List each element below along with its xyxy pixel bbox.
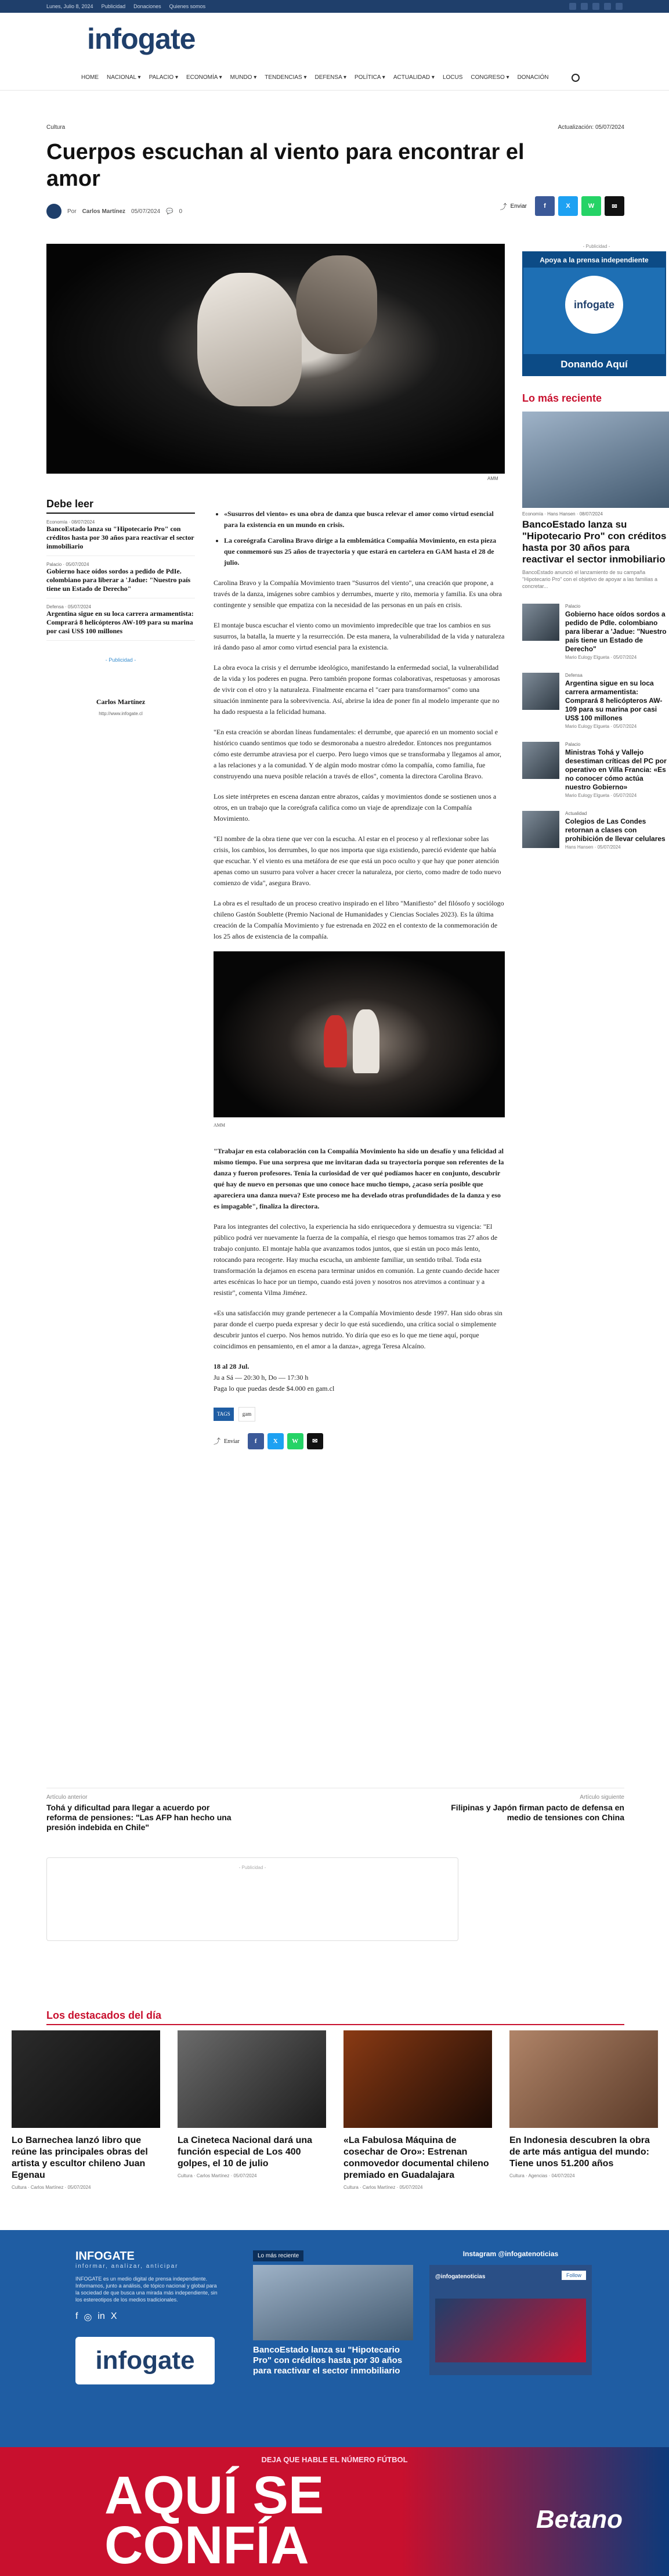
instagram-widget[interactable] xyxy=(429,2265,592,2375)
share-icon: ⤴ xyxy=(214,1437,221,1445)
schedule-times: Ju a Sá — 20:30 h, Do — 17:30 h xyxy=(214,1373,309,1381)
list-item[interactable] xyxy=(522,811,669,850)
logo-text: infogate xyxy=(87,23,196,55)
summary-item: • La coreógrafa Carolina Bravo dirige a la emblemática Compañía Movimiento, en esta pieza que conmemoró sus 25 años de trayectoria y que estará en cartelera en GAM hasta el 28 de julio. xyxy=(224,535,505,568)
item-title[interactable]: Gobierno hace oídos sordos a pedido de PdIe. colombiano para liberar a 'Jadue: "Nuestro país tiene un Estado de Derecho" xyxy=(46,567,191,593)
comment-box-label: - Publicidad - xyxy=(238,1865,266,1870)
lead-image[interactable] xyxy=(522,412,669,508)
whatsapp-share-button[interactable]: W xyxy=(287,1433,303,1449)
x-share-button[interactable]: X xyxy=(558,196,578,216)
nav-locus[interactable]: LOCUS xyxy=(442,74,463,81)
thumb-image[interactable] xyxy=(522,604,559,641)
paragraph: El montaje busca escuchar el viento como un movimiento impredecible que trae los cambios en sus susurros, la batalla, la muerte y la resurrección. De esta manera, la vulnerabilidad de la vida y naturaleza irá dando paso al amor como virtud esencial para la existencia. xyxy=(214,621,505,651)
item-meta: Mario Eulogy Elgueta · 05/07/2024 xyxy=(565,655,637,660)
x-share-button[interactable]: X xyxy=(267,1433,284,1449)
most-recent-title: Lo más reciente xyxy=(522,392,602,404)
author-avatar[interactable] xyxy=(46,204,62,219)
x-icon[interactable] xyxy=(604,3,611,10)
betano-ad-banner[interactable] xyxy=(0,2447,669,2576)
prev-post[interactable] xyxy=(46,1794,232,1832)
featured-card[interactable] xyxy=(343,2030,492,2190)
item-category: Defensa xyxy=(565,673,583,678)
nav-home[interactable]: HOME xyxy=(81,74,99,81)
nav-tendencias[interactable]: TENDENCIAS ▾ xyxy=(265,74,307,81)
share-bar-bottom xyxy=(214,1433,505,1449)
hero-credit: AMM xyxy=(487,476,498,481)
item-meta: Defensa · 05/07/2024 xyxy=(46,604,91,609)
paragraph: «Es una satisfacción muy grande pertenecer a la Compañía Movimiento desde 1997. Han sido obras sin parar donde el cuerpo pueda expresar y decir lo que está sucediendo, una crítica social o simplemente descubrir juntos el cuerpo. Nos hemos nutrido. Yo diría que eso es lo que me tiene aquí, porque coincidimos en pensamiento, en el amor a la danza», agrega Teresa Alcaíno. xyxy=(214,1309,502,1350)
card-meta: Cultura · Carlos Martínez · 05/07/2024 xyxy=(12,2185,91,2190)
facebook-share-button[interactable]: f xyxy=(535,196,555,216)
ig-handle[interactable]: @infogatenoticias xyxy=(435,2274,486,2280)
item-title[interactable]: Gobierno hace oídos sordos a pedido de PdIe. colombiano para liberar a 'Jadue: "Nuestro país tiene un Estado de Derecho" xyxy=(565,610,667,653)
comment-count: 0 xyxy=(179,208,183,215)
recent-list xyxy=(522,604,669,850)
lead-meta: Economía · Hans Hansen · 08/07/2024 xyxy=(522,511,603,517)
lead-title[interactable]: BancoEstado lanza su "Hipotecario Pro" con créditos hasta por 30 años para reactivar el sector inmobiliario xyxy=(522,519,667,565)
ig-follow-button[interactable]: Follow xyxy=(562,2271,586,2280)
item-meta: Economía · 08/07/2024 xyxy=(46,519,95,525)
prev-label: Artículo anterior xyxy=(46,1794,88,1801)
item-meta: Hans Hansen · 05/07/2024 xyxy=(565,845,621,850)
updated-date: Actualización: 05/07/2024 xyxy=(558,124,624,131)
article-photo xyxy=(214,951,505,1117)
item-meta: Mario Eulogy Elgueta · 05/07/2024 xyxy=(565,793,637,798)
schedule-dates: 18 al 28 Jul. xyxy=(214,1362,249,1370)
list-item[interactable] xyxy=(522,604,669,660)
tags-row xyxy=(214,1407,505,1422)
ig-post-image[interactable] xyxy=(435,2299,586,2362)
nav-defensa[interactable]: DEFENSA ▾ xyxy=(314,74,346,81)
tags-label: TAGS xyxy=(214,1408,234,1421)
item-title[interactable]: Argentina sigue en su loca carrera armamentista: Comprará 8 helicópteros AW-109 para su marina por casi US$ 100 millones xyxy=(565,679,663,722)
top-bar xyxy=(0,0,669,13)
main-nav xyxy=(0,65,669,91)
card-title[interactable]: En Indonesia descubren la obra de arte más antigua del mundo: Tiene unos 51.200 años xyxy=(509,2135,650,2169)
banner-brand: Betano xyxy=(536,2505,623,2534)
topbar-date: Lunes, Julio 8, 2024 xyxy=(46,3,93,9)
youtube-icon[interactable] xyxy=(616,3,623,10)
paragraph: Carolina Bravo y la Compañía Movimiento traen "Susurros del viento", una creación que propone, a través de la danza, imágenes sobre cambios y derrumbes, muerte y rito, memoria y familia. Es una obra contingente y sensible que empatiza con la necesidad de las personas en un país en crisis. xyxy=(214,579,502,609)
list-item[interactable] xyxy=(522,742,669,798)
card-meta: Cultura · Agencias · 04/07/2024 xyxy=(509,2173,575,2178)
card-image[interactable] xyxy=(509,2030,658,2128)
footer-description: INFOGATE es un medio digital de prensa independiente. Informamos, junto a análisis, de tópico nacional y global para la sociedad de que busca una mirada más independiente, sin los estereotipos de los medios tradicionales. xyxy=(75,2276,218,2303)
paragraph: La obra es el resultado de un proceso creativo inspirado en el libro "Manifiesto" del filósofo y sociólogo chileno Gastón Soublette (Premio Nacional de Humanidades y Ciencias Sociales 2023). Es la última creación de la Compañía Movimiento y fue estrenada en 2022 en el contexto de la conmemoración de los 25 años de existencia de la compañía. xyxy=(214,899,504,940)
nav-mundo[interactable]: MUNDO ▾ xyxy=(230,74,257,81)
footer-title: INFOGATE xyxy=(75,2250,135,2263)
next-title[interactable]: Filipinas y Japón firman pacto de defensa en medio de tensiones con China xyxy=(451,1803,624,1822)
whatsapp-share-button[interactable]: W xyxy=(581,196,601,216)
share-bar-top xyxy=(500,196,624,216)
author-name[interactable]: Carlos Martínez xyxy=(82,208,126,215)
paragraph: Los siete intérpretes en escena danzan entre abrazos, caídas y movimientos donde se sostienen unos a otros, en un trabajo que la coreógrafa califica como un viaje de aprendizaje con la Compañía Movimiento. xyxy=(214,792,497,822)
item-title[interactable]: Colegios de Las Condes retornan a clases con prohibición de llevar celulares xyxy=(565,817,666,843)
paragraph: "En esta creación se abordan líneas fundamentales: el derrumbe, que apareció en un momento social e histórico cuando sentimos que todo se desmoronaba a nuestro alrededor. Entonces nos preguntamos cómo este derrumbe atraviesa por el cuerpo. Pero luego vimos que se transformaba y llegamos al amor, a las relaciones y a la comunidad. Y de algún modo mostrar cómo la compañía, como familia, fue construyendo una nueva posible relación a través de ellos", comenta la directora Carolina Bravo. xyxy=(214,728,502,780)
item-meta: Palacio · 05/07/2024 xyxy=(46,562,89,567)
paragraph: Para los integrantes del colectivo, la experiencia ha sido enriquecedora y demuestra su vigencia: "El público podrá ver nuevamente la fuerza de la compañía, el riesgo que hemos tomamos tras 27 años de trabajo conjunto. El montaje habla que avanzamos todos juntos, que si están un poco más lento, rotocando para recogerte. Hay mucha escucha, un ambiente familiar, un sentido tribal. Toda esta transformación la dejamos en escena para terminar unidos en comunión. La gente cuando decide hacer artes escénicas lo hace por un tiempo, cuando está joven y nosotros nos atrevimos a continuar y a resistir", comenta Vilma Jiménez. xyxy=(214,1222,500,1297)
card-title[interactable]: La Cineteca Nacional dará una función especial de Los 400 golpes, el 10 de julio xyxy=(178,2135,313,2169)
item-category: Palacio xyxy=(565,742,581,747)
hero-image xyxy=(46,244,505,474)
footer-recent-label: Lo más reciente xyxy=(253,2250,303,2261)
linkedin-icon[interactable]: in xyxy=(97,2311,105,2321)
author-box-link[interactable]: http://www.infogate.cl xyxy=(99,711,143,716)
facebook-share-button[interactable]: f xyxy=(248,1433,264,1449)
search-icon[interactable] xyxy=(572,74,580,82)
x-icon[interactable]: X xyxy=(110,2311,117,2321)
tag-link[interactable]: gam xyxy=(238,1407,256,1422)
featured-title: Los destacados del día xyxy=(46,2009,624,2025)
share-icon: ⤴ xyxy=(500,202,507,211)
nav-congreso[interactable]: CONGRESO ▾ xyxy=(471,74,509,81)
footer-recent-image[interactable] xyxy=(253,2265,413,2340)
featured-card[interactable] xyxy=(178,2030,326,2178)
quote-paragraph: "Trabajar en esta colaboración con la Compañía Movimiento ha sido un desafío y una felicidad al mismo tiempo. Fue una sorpresa que me invitaran dada su trayectoria porque son referentes de la danza y fueron profesores. Tenía la curiosidad de ver qué podíamos hacer en conjunto, descubrir qué hay de nuevo en personas que uno conoce hace mucho tiempo, ¿acaso sería posible que apareciera una danza nueva? Este proceso me ha develado otras profundidades de la danza y eso es impagable", finaliza la directora. xyxy=(214,1147,504,1210)
donate-button[interactable]: Donando Aquí xyxy=(523,354,665,375)
post-navigation xyxy=(46,1788,624,1832)
topbar-link[interactable]: Quienes somos xyxy=(169,3,206,9)
article-category[interactable]: Cultura xyxy=(46,124,66,131)
article-header xyxy=(46,124,624,229)
facebook-icon[interactable] xyxy=(569,3,576,10)
author-box xyxy=(46,698,195,716)
email-share-button[interactable]: ✉ xyxy=(605,196,624,216)
ad-label: - Publicidad - xyxy=(583,244,610,249)
nav-nacional[interactable]: NACIONAL ▾ xyxy=(107,74,141,81)
list-item[interactable] xyxy=(46,562,195,598)
debe-leer-title: Debe leer xyxy=(46,498,195,514)
schedule-price: Paga lo que puedas desde $4.000 en gam.cl xyxy=(214,1384,335,1392)
author-prefix: Por xyxy=(67,208,77,215)
thumb-image[interactable] xyxy=(522,673,559,710)
card-image[interactable] xyxy=(343,2030,492,2128)
article-title: Cuerpos escuchan al viento para encontrar el amor xyxy=(46,140,525,191)
thumb-image[interactable] xyxy=(522,742,559,779)
linkedin-icon[interactable] xyxy=(592,3,599,10)
featured-card[interactable] xyxy=(12,2030,160,2190)
site-logo[interactable] xyxy=(87,22,195,56)
item-category: Palacio xyxy=(565,604,581,609)
footer-logo-text: infogate xyxy=(95,2346,195,2375)
item-title[interactable]: Argentina sigue en su loca carrera armamentista: Comprará 8 helicópteros AW-109 para su marina por casi US$ 100 millones xyxy=(46,609,194,635)
ad-headline: Apoya a la prensa independiente xyxy=(523,252,665,268)
instagram-icon[interactable]: ◎ xyxy=(84,2312,92,2322)
item-category: Actualidad xyxy=(565,811,587,816)
nav-donacion[interactable]: DONACIÓN xyxy=(517,74,549,81)
paragraph: La obra evoca la crisis y el derrumbe ideológico, manifestando la enfermedad social, la vulnerabilidad de la vida y los poderes en pugna. Pero también propone formas colaborativas, respetuosas y amorosas de vivir con el otro y la naturaleza. Finalmente encarna el "caer para transformarnos" como una situación inminente para la sobrevivencia. Así, abrirse la idea de poner fin al modelo imperante que no ha dado respuesta a la felicidad humana. xyxy=(214,663,500,716)
list-item[interactable] xyxy=(46,519,195,556)
instagram-title: Instagram @infogatenoticias xyxy=(462,2250,559,2258)
list-item[interactable] xyxy=(522,673,669,729)
footer-logo[interactable] xyxy=(75,2337,215,2384)
lead-excerpt: BancoEstado anunció el lanzamiento de su campaña "Hipotecario Pro" con el objetivo de apoyar a las familias a concretar... xyxy=(522,569,658,589)
publish-date: 05/07/2024 xyxy=(131,208,161,215)
thumb-image[interactable] xyxy=(522,811,559,848)
summary-item: • «Susurros del viento» es una obra de danza que busca relevar el amor como virtud esencial para la existencia en un mundo en crisis. xyxy=(224,508,505,531)
nav-economia[interactable]: ECONOMÍA ▾ xyxy=(186,74,222,81)
nav-palacio[interactable]: PALACIO ▾ xyxy=(149,74,178,81)
card-title[interactable]: Lo Barnechea lanzó libro que reúne las principales obras del artista y escultor chileno Juan Egenau xyxy=(12,2135,148,2180)
featured-card[interactable] xyxy=(509,2030,658,2178)
paragraph: "El nombre de la obra tiene que ver con la escucha. Al estar en el proceso y al reflexionar sobre las crisis, los cambios, los derrumbes, lo que nos importa que siga existiendo, pareció evidente que había que escuchar. Y el viento es una metáfora de ese que está un poco oculto y que hay que poner atención apenas como un susurro para volver a hacer crecer la naturaleza, por cierto, como madre de todo nuevo comienzo de vida", asegura Bravo. xyxy=(214,835,501,887)
comment-box[interactable] xyxy=(46,1857,458,1941)
nav-politica[interactable]: POLÍTICA ▾ xyxy=(355,74,385,81)
comment-icon[interactable]: 💬 xyxy=(166,208,173,215)
card-title[interactable]: «La Fabulosa Máquina de cosechar de Oro»: Estrenan conmovedor documental chileno premiado en Guadalajara xyxy=(343,2135,489,2180)
banner-small-text: DEJA QUE HABLE EL NÚMERO FÚTBOL xyxy=(261,2455,408,2464)
list-item[interactable] xyxy=(46,604,195,641)
banner-headline: AQUÍ SE CONFÍA xyxy=(104,2466,324,2575)
card-meta: Cultura · Carlos Martínez · 05/07/2024 xyxy=(343,2185,423,2190)
share-label: Enviar xyxy=(510,203,527,210)
photo-credit: AMM xyxy=(214,1123,226,1128)
logo-row xyxy=(0,13,669,65)
ad-label: - Publicidad - xyxy=(105,657,136,663)
site-footer xyxy=(0,2230,669,2447)
card-meta: Cultura · Carlos Martínez · 05/07/2024 xyxy=(178,2173,257,2178)
next-post[interactable] xyxy=(427,1794,624,1823)
prev-title[interactable]: Tohá y dificultad para llegar a acuerdo por reforma de pensiones: "Las AFP han hecho una presión indebida en Chile" xyxy=(46,1803,232,1832)
item-title[interactable]: BancoEstado lanza su "Hipotecario Pro" con créditos hasta por 30 años para reactivar el sector inmobiliario xyxy=(46,525,194,550)
item-meta: Mario Eulogy Elgueta · 05/07/2024 xyxy=(565,724,637,729)
facebook-icon[interactable]: f xyxy=(75,2311,78,2321)
card-image[interactable] xyxy=(12,2030,160,2128)
donation-ad[interactable] xyxy=(522,251,666,376)
debe-leer xyxy=(46,498,195,716)
instagram-icon[interactable] xyxy=(581,3,588,10)
item-title[interactable]: Ministras Tohá y Vallejo desestiman críticas del PC por operativo en Villa Francia: «Es no conocer cómo actúa nuestro Gobierno» xyxy=(565,748,667,791)
ad-logo: infogate xyxy=(565,276,623,334)
email-share-button[interactable]: ✉ xyxy=(307,1433,323,1449)
next-label: Artículo siguiente xyxy=(580,1794,624,1801)
author-box-name[interactable]: Carlos Martínez xyxy=(96,698,146,706)
article-body xyxy=(214,508,505,1449)
nav-actualidad[interactable]: ACTUALIDAD ▾ xyxy=(393,74,435,81)
summary-list xyxy=(214,508,505,568)
topbar-link[interactable]: Publicidad xyxy=(101,3,126,9)
topbar-link[interactable]: Donaciones xyxy=(133,3,161,9)
footer-tagline: informar, analizar, anticipar xyxy=(75,2263,179,2270)
share-label: Enviar xyxy=(224,1438,240,1445)
sidebar xyxy=(522,244,669,863)
footer-recent-title[interactable]: BancoEstado lanza su "Hipotecario Pro" con créditos hasta por 30 años para reactivar el sector inmobiliario xyxy=(253,2345,403,2376)
card-image[interactable] xyxy=(178,2030,326,2128)
